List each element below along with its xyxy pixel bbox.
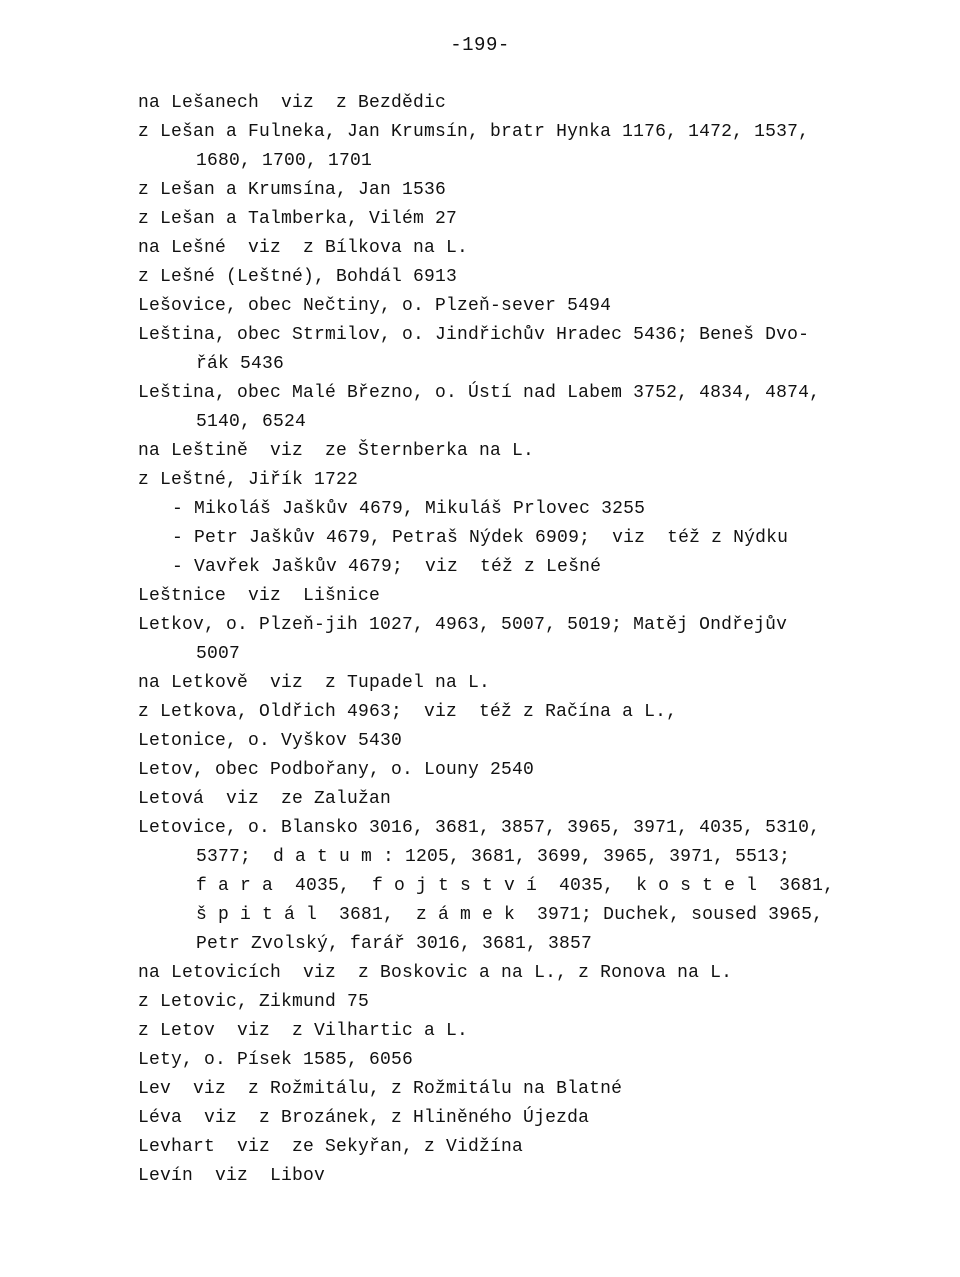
index-line: Levhart viz ze Sekyřan, z Vidžína xyxy=(138,1137,524,1157)
index-line: z Lešan a Fulneka, Jan Krumsín, bratr Hynka 1176, 1472, 1537, xyxy=(138,122,810,142)
index-line: z Lešné (Leštné), Bohdál 6913 xyxy=(138,267,458,287)
index-line: z Letkova, Oldřich 4963; viz též z Račína a L., xyxy=(138,702,678,722)
index-line: Leština, obec Malé Březno, o. Ústí nad Labem 3752, 4834, 4874, xyxy=(138,383,821,403)
index-line: Petr Zvolský, farář 3016, 3681, 3857 xyxy=(196,934,593,954)
index-line: 5140, 6524 xyxy=(196,412,307,432)
index-line: na Leštině viz ze Šternberka na L. xyxy=(138,441,535,461)
index-line: f a r a 4035, f o j t s t v í 4035, k o s t e l 3681, xyxy=(196,876,835,896)
index-line: Levín viz Libov xyxy=(138,1166,326,1186)
index-line: - Mikoláš Jaškův 4679, Mikuláš Prlovec 3255 xyxy=(172,499,646,519)
index-line: Letová viz ze Zalužan xyxy=(138,789,392,809)
index-line: Letonice, o. Vyškov 5430 xyxy=(138,731,403,751)
index-line: Lešovice, obec Nečtiny, o. Plzeň-sever 5494 xyxy=(138,296,612,316)
index-entries xyxy=(138,89,918,1191)
index-line: na Lešné viz z Bílkova na L. xyxy=(138,238,469,258)
index-line: Letkov, o. Plzeň-jih 1027, 4963, 5007, 5019; Matěj Ondřejův xyxy=(138,615,788,635)
index-line: Leštnice viz Lišnice xyxy=(138,586,381,606)
index-line: Léva viz z Brozánek, z Hliněného Újezda xyxy=(138,1108,590,1128)
index-line: řák 5436 xyxy=(196,354,285,374)
index-line: - Vavřek Jaškův 4679; viz též z Lešné xyxy=(172,557,602,577)
page-number: -199- xyxy=(450,34,510,56)
index-line: z Lešan a Talmberka, Vilém 27 xyxy=(138,209,458,229)
index-line: 1680, 1700, 1701 xyxy=(196,151,373,171)
index-line: š p i t á l 3681, z á m e k 3971; Duchek, soused 3965, xyxy=(196,905,824,925)
index-line: Letov, obec Podbořany, o. Louny 2540 xyxy=(138,760,535,780)
index-line: na Letovicích viz z Boskovic a na L., z Ronova na L. xyxy=(138,963,733,983)
index-line: Leština, obec Strmilov, o. Jindřichův Hradec 5436; Beneš Dvo- xyxy=(138,325,810,345)
index-line: - Petr Jaškův 4679, Petraš Nýdek 6909; viz též z Nýdku xyxy=(172,528,789,548)
index-line: z Letovic, Zikmund 75 xyxy=(138,992,370,1012)
index-line: 5377; d a t u m : 1205, 3681, 3699, 3965, 3971, 5513; xyxy=(196,847,791,867)
index-line: Lev viz z Rožmitálu, z Rožmitálu na Blatné xyxy=(138,1079,623,1099)
index-line: z Leštné, Jiřík 1722 xyxy=(138,470,359,490)
index-line: na Lešanech viz z Bezdědic xyxy=(138,93,447,113)
index-line: z Letov viz z Vilhartic a L. xyxy=(138,1021,469,1041)
index-line: Lety, o. Písek 1585, 6056 xyxy=(138,1050,414,1070)
index-line: 5007 xyxy=(196,644,241,664)
index-line: na Letkově viz z Tupadel na L. xyxy=(138,673,491,693)
index-line: Letovice, o. Blansko 3016, 3681, 3857, 3965, 3971, 4035, 5310, xyxy=(138,818,821,838)
index-line: z Lešan a Krumsína, Jan 1536 xyxy=(138,180,447,200)
